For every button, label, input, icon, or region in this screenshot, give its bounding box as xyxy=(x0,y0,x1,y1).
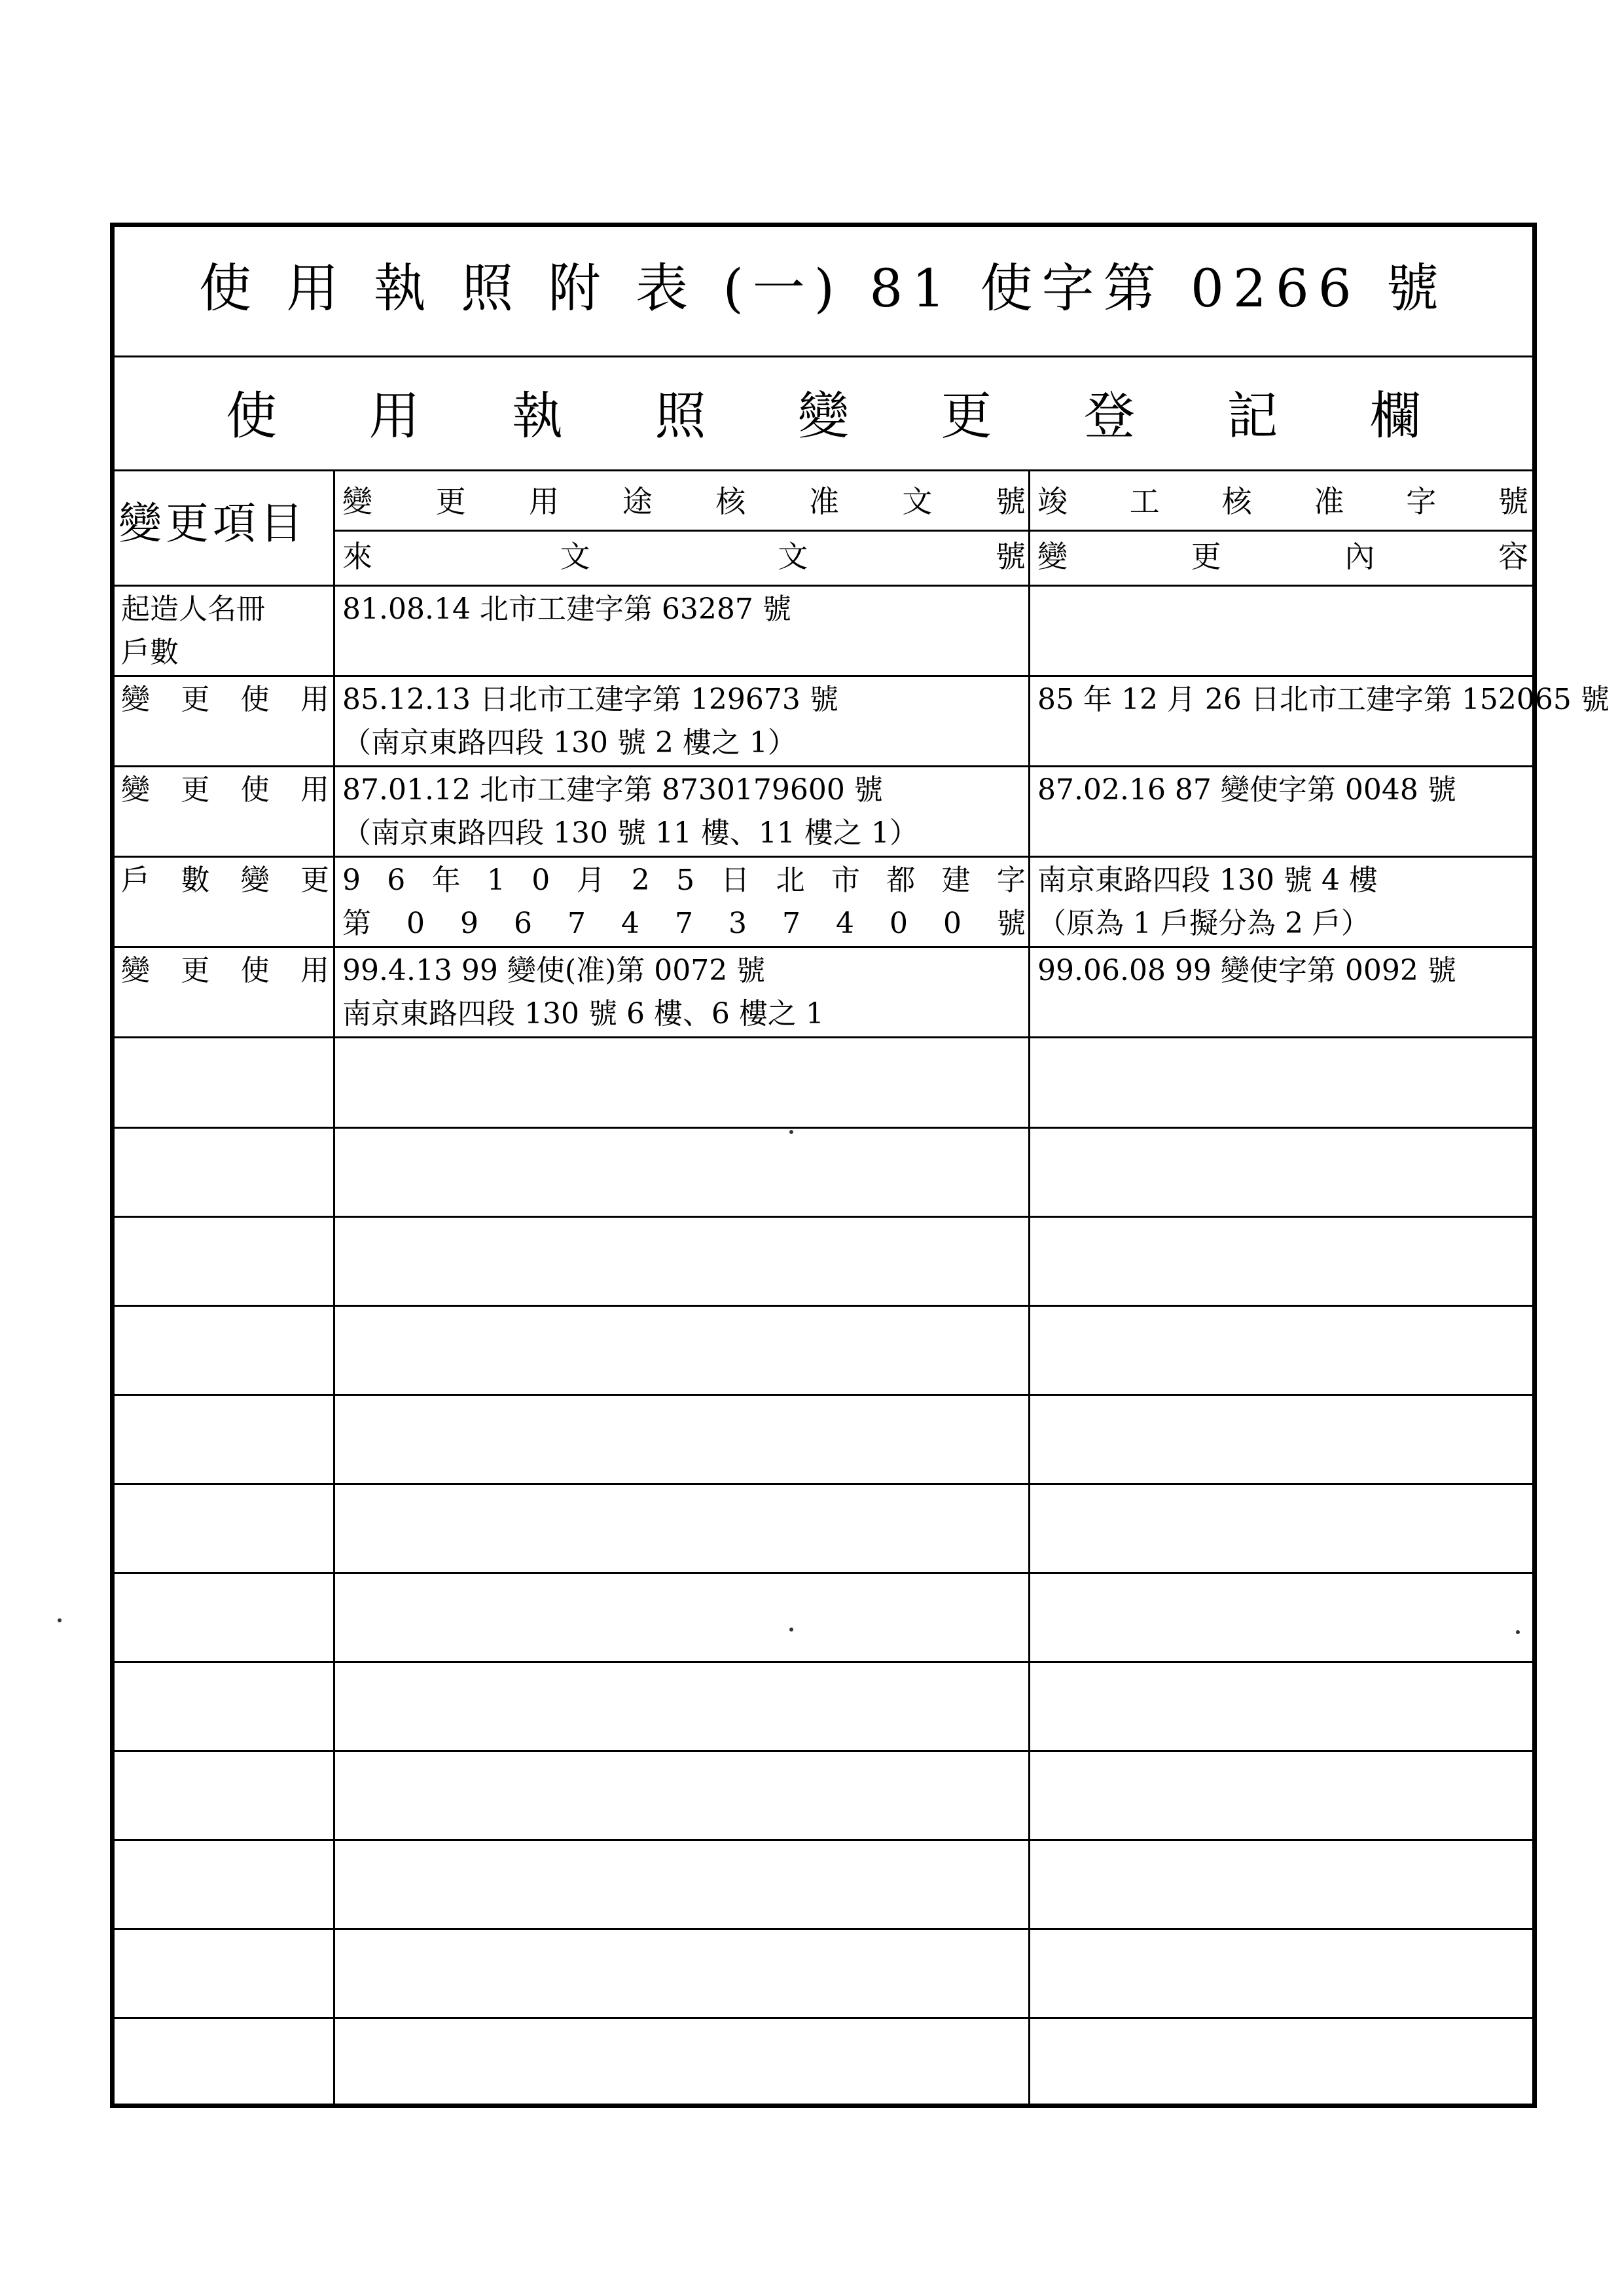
document-char: 7 xyxy=(782,907,800,940)
header-char: 准 xyxy=(808,484,839,519)
document-number: （南京東路四段 130 號 11 樓、11 樓之 1） xyxy=(342,816,918,850)
header-char: 工 xyxy=(1129,484,1160,519)
document-char: 7 xyxy=(567,907,586,940)
document-char: 3 xyxy=(728,907,747,940)
row-divider xyxy=(115,2017,1532,2019)
document-number: 87.01.12 北市工建字第 8730179600 號 xyxy=(342,773,883,807)
row-divider xyxy=(115,1127,1532,1129)
header-divider xyxy=(334,530,1532,532)
section-title-char: 欄 xyxy=(1369,387,1421,446)
change-result: 99.06.08 99 變使字第 0092 號 xyxy=(1037,954,1456,987)
document-number xyxy=(342,909,1026,938)
document-char: 0 xyxy=(531,864,550,897)
header-char: 核 xyxy=(715,484,746,519)
document-char: 0 xyxy=(406,907,425,940)
permit-annex-table xyxy=(110,223,1609,2108)
row-divider xyxy=(115,1036,1532,1038)
change-result: 87.02.16 87 變使字第 0048 號 xyxy=(1037,773,1456,807)
row-divider xyxy=(115,1483,1532,1485)
document-char: 月 xyxy=(576,864,605,897)
section-title-char: 照 xyxy=(655,387,706,446)
header-char: 更 xyxy=(435,484,466,519)
document-char: 4 xyxy=(836,907,854,940)
row-divider xyxy=(115,1928,1532,1930)
header-char: 文 xyxy=(778,539,808,574)
change-item-char: 變 xyxy=(121,954,150,987)
row-divider xyxy=(115,675,1532,677)
header-char: 竣 xyxy=(1037,484,1068,519)
scan-speck xyxy=(789,1130,793,1134)
change-item: 戶數 xyxy=(121,636,179,669)
header-approval-doc-no xyxy=(342,486,1026,517)
change-item-char: 變 xyxy=(240,864,270,897)
header-char: 號 xyxy=(1498,484,1528,519)
change-item-char: 用 xyxy=(300,683,329,716)
divider xyxy=(115,355,1532,357)
header-char: 文 xyxy=(560,539,590,574)
header-char: 變 xyxy=(342,484,372,519)
change-item-char: 用 xyxy=(300,773,329,807)
change-item-char: 更 xyxy=(181,954,210,987)
change-item-char: 更 xyxy=(181,683,210,716)
document-char: 1 xyxy=(486,864,505,897)
change-item-char: 用 xyxy=(300,954,329,987)
header-completion-no xyxy=(1037,486,1528,517)
row-divider xyxy=(115,1305,1532,1307)
document-number: 81.08.14 北市工建字第 63287 號 xyxy=(342,592,791,626)
change-result: （原為 1 戶擬分為 2 戶） xyxy=(1037,907,1370,940)
document-number: 99.4.13 99 變使(准)第 0072 號 xyxy=(342,954,766,987)
change-item-char: 使 xyxy=(240,954,270,987)
section-title-char: 記 xyxy=(1227,387,1278,446)
document-char: 號 xyxy=(997,907,1026,940)
column-divider xyxy=(333,469,335,2104)
change-item xyxy=(121,954,329,987)
document-char: 年 xyxy=(431,864,461,897)
header-char: 更 xyxy=(1191,539,1221,574)
scan-speck xyxy=(1516,1630,1520,1634)
header-incoming-doc-no xyxy=(342,541,1026,572)
document-char: 建 xyxy=(941,864,971,897)
row-divider xyxy=(115,1572,1532,1574)
header-change-item: 變更項目 xyxy=(118,498,307,549)
header-char: 途 xyxy=(622,484,653,519)
header-change-content xyxy=(1037,541,1528,572)
document-char: 第 xyxy=(342,907,371,940)
divider xyxy=(115,469,1532,471)
document-char: 5 xyxy=(676,864,695,897)
section-title xyxy=(226,387,1421,446)
header-char: 號 xyxy=(995,539,1026,574)
document-number: 85.12.13 日北市工建字第 129673 號 xyxy=(342,683,838,716)
document-char: 0 xyxy=(890,907,908,940)
change-item-char: 數 xyxy=(181,864,210,897)
change-item-char: 變 xyxy=(121,683,150,716)
row-divider xyxy=(115,1216,1532,1218)
row-divider xyxy=(115,1750,1532,1752)
divider xyxy=(115,585,1532,587)
document-char: 都 xyxy=(886,864,916,897)
change-item-char: 戶 xyxy=(121,864,150,897)
change-result: 南京東路四段 130 號 4 樓 xyxy=(1037,864,1378,897)
document-char: 市 xyxy=(831,864,860,897)
section-title-char: 用 xyxy=(369,387,420,446)
section-title-char: 登 xyxy=(1083,387,1135,446)
row-divider xyxy=(115,856,1532,858)
header-char: 容 xyxy=(1498,539,1528,574)
document-char: 2 xyxy=(631,864,650,897)
document-char: 6 xyxy=(514,907,532,940)
document-number: （南京東路四段 130 號 2 樓之 1） xyxy=(342,726,797,759)
change-item xyxy=(121,685,329,714)
document-char: 日 xyxy=(721,864,750,897)
document-char: 9 xyxy=(342,864,361,897)
row-divider xyxy=(115,765,1532,767)
change-result: 85 年 12 月 26 日北市工建字第 152065 號 xyxy=(1037,683,1609,716)
change-item xyxy=(121,773,329,807)
document-char: 字 xyxy=(996,864,1026,897)
page-title: 使 用 執 照 附 表 (一) 81 使字第 0266 號 xyxy=(198,258,1448,319)
section-title-char: 使 xyxy=(226,387,278,446)
column-divider xyxy=(1028,469,1030,2104)
scan-speck xyxy=(58,1618,62,1622)
change-item-char: 變 xyxy=(121,773,150,807)
document-char: 0 xyxy=(943,907,962,940)
header-char: 文 xyxy=(902,484,933,519)
document-char: 9 xyxy=(460,907,478,940)
header-char: 准 xyxy=(1314,484,1344,519)
document-char: 北 xyxy=(776,864,805,897)
scan-speck xyxy=(789,1628,793,1631)
header-char: 來 xyxy=(342,539,372,574)
header-char: 號 xyxy=(995,484,1026,519)
document-char: 6 xyxy=(387,864,406,897)
document-number xyxy=(342,866,1026,895)
header-char: 內 xyxy=(1344,539,1375,574)
change-item-char: 使 xyxy=(240,683,270,716)
document-char: 4 xyxy=(621,907,639,940)
document-number: 南京東路四段 130 號 6 樓、6 樓之 1 xyxy=(342,997,824,1030)
change-item: 起造人名冊 xyxy=(121,592,265,626)
row-divider xyxy=(115,1661,1532,1663)
section-title-char: 變 xyxy=(797,387,849,446)
change-item-char: 更 xyxy=(181,773,210,807)
change-item-char: 使 xyxy=(240,773,270,807)
document-char: 7 xyxy=(675,907,693,940)
section-title-char: 執 xyxy=(511,387,563,446)
row-divider xyxy=(115,946,1532,948)
section-title-char: 更 xyxy=(941,387,992,446)
row-divider xyxy=(115,1394,1532,1396)
header-char: 核 xyxy=(1221,484,1252,519)
header-char: 變 xyxy=(1037,539,1068,574)
row-divider xyxy=(115,1839,1532,1841)
header-char: 用 xyxy=(529,484,560,519)
change-item xyxy=(121,866,329,895)
change-item-char: 更 xyxy=(300,864,329,897)
header-char: 字 xyxy=(1406,484,1437,519)
